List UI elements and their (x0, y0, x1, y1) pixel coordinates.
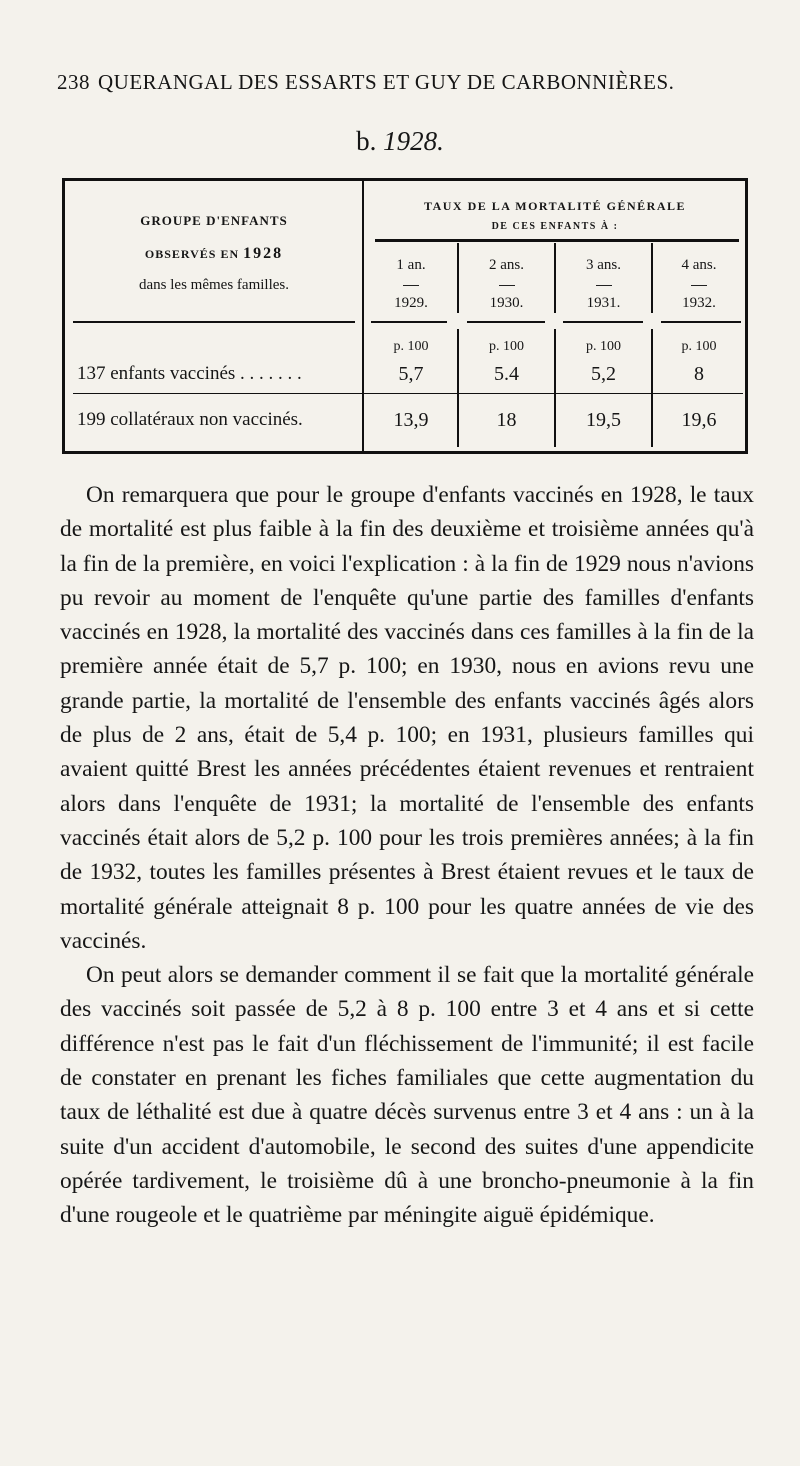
table-cell: 5.4 (494, 363, 519, 385)
row-label-unvaccinated: 199 collatéraux non vaccinés. (77, 409, 303, 430)
table-cell: 19,6 (681, 409, 717, 431)
table-divider-main (362, 181, 364, 451)
running-title: QUERANGAL DES ESSARTS ET GUY DE CARBONNIÈRES. (98, 70, 675, 94)
table-row-rule (73, 393, 743, 394)
header-dash (403, 285, 419, 286)
table-cell: 13,9 (393, 409, 429, 431)
col-year-3: 1931. (586, 295, 621, 311)
header-dash (596, 285, 612, 286)
col-age-4: 4 ans. (681, 257, 717, 273)
table-header-rule (375, 239, 739, 242)
table-header-families: dans les mêmes familles. (139, 277, 289, 293)
paragraph: On remarquera que pour le groupe d'enfants vaccinés en 1928, le taux de mortalité est plus faible à la fin des deuxième et troisième années qu'à la fin de la première, en voici l'explication : à la fin de 1929 nous n'avions pu revoir au moment de l'enquête qu'une partie des familles d'enfants vaccinés en 1928, la mortalité des vaccinés dans ces familles à la fin de la première année était de 5,7 p. 100; en 1930, nous en avions revu une grande partie, la mortalité de l'ensemble des enfants vaccinés âgés alors de plus de 2 ans, était de 5,4 p. 100; en 1931, plusieurs familles qui avaient quitté Brest les années précédentes étaient revenues et rentraient alors dans l'enquête de 1931; la mortalité de l'ensemble des enfants vaccinés était alors de 5,2 p. 100 pour les trois premières années; à la fin de 1932, toutes les familles présentes à Brest étaient revues et le taux de mortalité générale atteignait 8 p. 100 pour les quatre années de vie des vaccinés. (60, 482, 754, 954)
col-age-2: 2 ans. (489, 257, 524, 273)
header-dash (691, 285, 707, 286)
page-number: 238 (57, 70, 90, 94)
col-year-1: 1929. (394, 295, 428, 311)
table-rule (371, 321, 447, 323)
table-cell: 5,7 (398, 363, 424, 385)
unit-label: p. 100 (586, 339, 621, 354)
row-label-vaccinated: 137 enfants vaccinés . . . . . . . (77, 363, 302, 384)
table-header-rate: TAUX DE LA MORTALITÉ GÉNÉRALE (423, 199, 686, 213)
table-cell: 19,5 (586, 409, 621, 431)
header-dash (499, 285, 515, 286)
paragraph: On peut alors se demander comment il se fait que la mortalité générale des vaccinés soit passée de 5,2 à 8 p. 100 entre 3 et 4 ans et si cette différence n'est pas le fait d'un fléchissement de l'immunité; il est facile de constater en prenant les fiches familiales que cette augmentation du taux de léthalité est due à quatre décès survenus entre 3 et 4 ans : un à la suite d'un accident d'automobile, le second des suites d'une appendicite opérée tardivement, le troisième dû à une broncho-pneumonie à la fin d'une rougeole et le quatrième par méningite aiguë épidémique. (60, 962, 754, 1229)
body-text (60, 478, 754, 1233)
table-cell: 8 (694, 363, 704, 385)
observed-prefix: OBSERVÉS EN (144, 247, 240, 261)
table-rule (467, 321, 545, 323)
observed-year: 1928 (243, 245, 284, 262)
mortality-table (62, 178, 748, 454)
table-header-rate-sub: DE CES ENFANTS À : (491, 221, 619, 232)
table-header-group: GROUPE D'ENFANTS (140, 213, 288, 228)
section-title (0, 126, 800, 157)
table-cell: 18 (496, 409, 517, 431)
col-age-3: 3 ans. (586, 257, 621, 273)
table-rule (661, 321, 741, 323)
section-year: 1928. (383, 126, 444, 156)
table-header-observed (69, 245, 359, 263)
unit-label: p. 100 (393, 339, 429, 354)
col-year-4: 1932. (682, 295, 716, 311)
unit-label: p. 100 (489, 339, 524, 354)
table-cell: 5,2 (591, 363, 616, 385)
col-age-1: 1 an. (396, 257, 426, 273)
table-rule (563, 321, 643, 323)
table-rule (73, 321, 355, 323)
running-header (57, 70, 717, 95)
unit-label: p. 100 (681, 339, 717, 354)
col-year-2: 1930. (489, 295, 524, 311)
section-label: b. (356, 126, 377, 156)
